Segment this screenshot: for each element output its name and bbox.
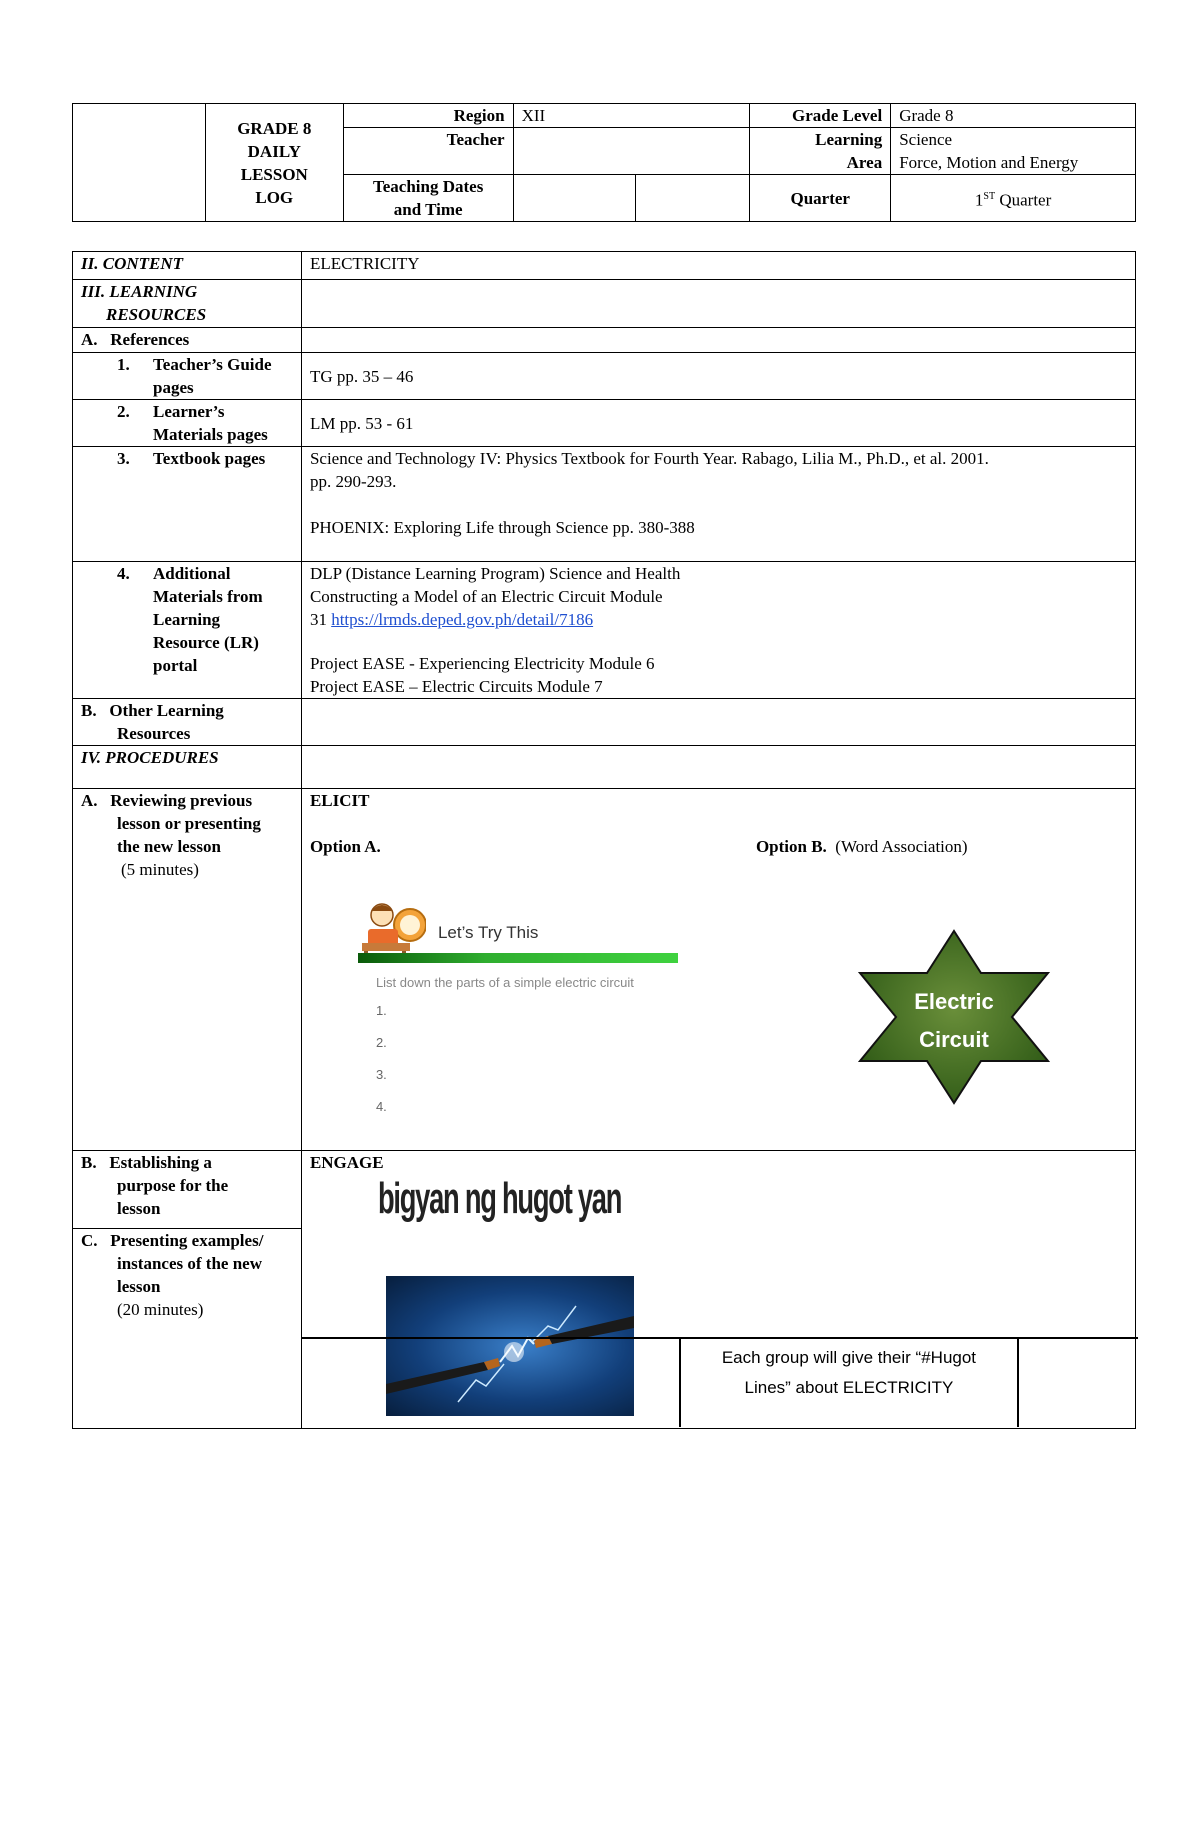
textbook-label: 3. Textbook pages	[73, 447, 302, 562]
procedure-bc-content	[301, 1151, 1135, 1429]
other-resources-row	[73, 699, 1136, 746]
region-label: Region	[343, 104, 513, 128]
learning-area-label: Learning Area	[750, 128, 891, 175]
spark-icon	[386, 1276, 634, 1416]
additional-materials-label: 4. Additional Materials from Learning Resource (LR) portal	[73, 562, 302, 699]
teaching-dates-value-1	[513, 175, 636, 222]
procedures-row	[73, 746, 1136, 789]
content-row	[73, 252, 1136, 280]
references-row	[73, 328, 1136, 353]
green-divider	[358, 953, 678, 963]
teacher-label: Teacher	[343, 128, 513, 175]
teachers-guide-label: 1. Teacher’s Guide pages	[73, 353, 302, 400]
elicit-heading: ELICIT	[309, 791, 370, 810]
learning-resources-row	[73, 280, 1136, 328]
lets-try-this-title: Let’s Try This	[437, 923, 539, 942]
additional-materials-row	[73, 562, 1136, 699]
hugot-title: bigyan ng hugot yan	[377, 1174, 622, 1223]
textbook-row	[73, 447, 1136, 562]
additional-materials-value: DLP (Distance Learning Program) Science and Health Constructing a Model of an Electric Circuit Module 31 https://lrmds.deped.gov.ph/detail/7186 Project EASE - Experiencing Electricity Module 6 Project EASE – Electric Circuits Module 7	[301, 562, 1135, 699]
try-instruction: List down the parts of a simple electric circuit	[375, 975, 634, 990]
option-b-label: Option B. (Word Association)	[755, 837, 968, 856]
teachers-guide-value: TG pp. 35 – 46	[301, 353, 1135, 400]
textbook-value: Science and Technology IV: Physics Textbook for Fourth Year. Rabago, Lilia M., Ph.D., et al. 2001. pp. 290-293. PHOENIX: Exploring Life through Science pp. 380-388	[301, 447, 1135, 562]
lesson-table	[72, 251, 1136, 1429]
option-a-label: Option A.	[309, 837, 381, 856]
procedure-b-row	[73, 1151, 1136, 1229]
student-reading-icon	[358, 899, 426, 961]
teaching-dates-label: Teaching Dates and Time	[343, 175, 513, 222]
content-label: II. CONTENT	[73, 252, 302, 280]
learners-materials-label: 2. Learner’s Materials pages	[73, 400, 302, 447]
lrmds-link[interactable]: https://lrmds.deped.gov.ph/detail/7186	[331, 610, 594, 629]
content-value: ELECTRICITY	[301, 252, 1135, 280]
group-instruction-box: Each group will give their “#Hugot Lines” about ELECTRICITY	[679, 1337, 1019, 1427]
list-item: 2.	[375, 1035, 387, 1050]
teachers-guide-row	[73, 353, 1136, 400]
learning-resources-label: III. LEARNING RESOURCES	[73, 280, 302, 328]
references-label: A. References	[73, 328, 302, 353]
quarter-value: 1ST Quarter	[891, 175, 1136, 222]
procedures-label: IV. PROCEDURES	[73, 746, 302, 789]
procedure-a-row	[73, 789, 1136, 1151]
header-table	[72, 103, 1136, 222]
learners-materials-row	[73, 400, 1136, 447]
grade-level-label: Grade Level	[750, 104, 891, 128]
electric-spark-image	[386, 1276, 634, 1416]
lesson-log-title: GRADE 8 DAILY LESSON LOG	[205, 104, 343, 222]
electric-circuit-star	[858, 929, 1050, 1105]
grade-level-value: Grade 8	[891, 104, 1136, 128]
star-label: Electric Circuit	[914, 989, 994, 1052]
lets-try-this-card	[358, 899, 678, 1119]
logo-cell	[73, 104, 206, 222]
other-resources-label: B. Other Learning Resources	[73, 699, 302, 746]
learning-area-value: Science Force, Motion and Energy	[891, 128, 1136, 175]
teaching-dates-value-2	[636, 175, 750, 222]
engage-heading: ENGAGE	[309, 1153, 384, 1172]
procedure-b-label: B. Establishing a purpose for the lesson	[73, 1151, 302, 1229]
learners-materials-value: LM pp. 53 - 61	[301, 400, 1135, 447]
list-item: 3.	[375, 1067, 387, 1082]
procedure-a-label: A. Reviewing previous lesson or presenting the new lesson (5 minutes)	[73, 789, 302, 1151]
procedure-c-label: C. Presenting examples/ instances of the new lesson (20 minutes)	[73, 1229, 302, 1429]
try-list	[376, 995, 387, 1123]
list-item: 4.	[375, 1099, 387, 1114]
teacher-value	[513, 128, 750, 175]
procedure-a-content	[301, 789, 1135, 1151]
list-item: 1.	[375, 1003, 387, 1018]
region-value: XII	[513, 104, 750, 128]
quarter-label: Quarter	[750, 175, 891, 222]
